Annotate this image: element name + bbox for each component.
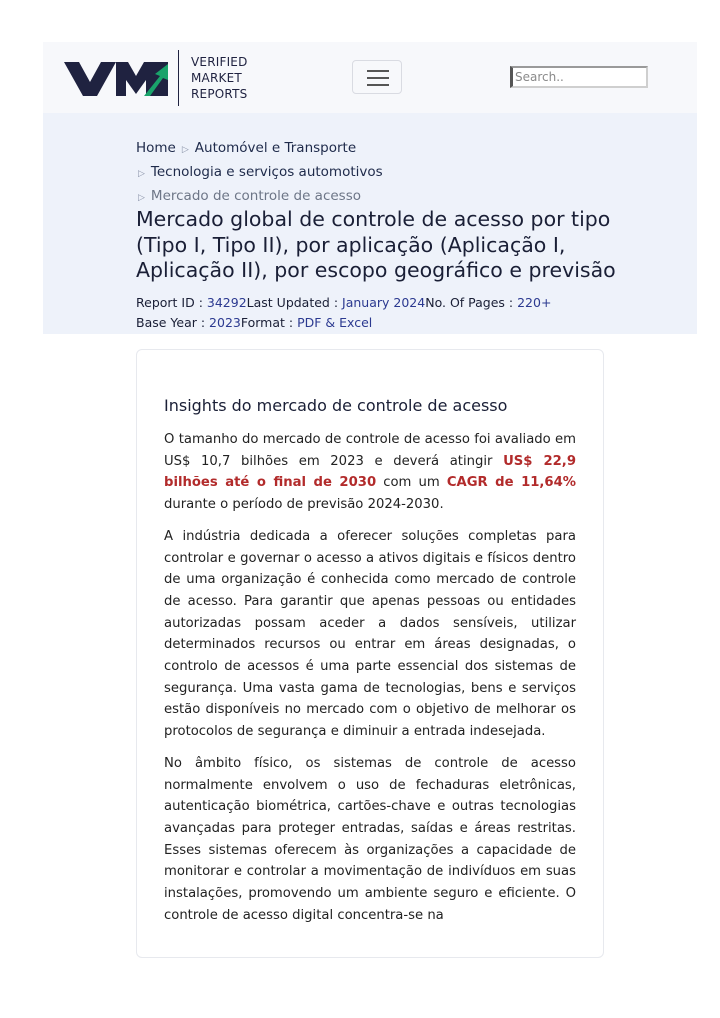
base-year-value: 2023: [209, 315, 241, 330]
highlight-cagr: CAGR de 11,64%: [446, 475, 576, 491]
report-meta-row: [136, 313, 551, 333]
brand-name: [191, 54, 248, 102]
breadcrumb-category-link[interactable]: Automóvel e Transporte: [194, 140, 357, 156]
paragraph-text: durante o período de previsão 2024-2030.: [164, 497, 444, 513]
brand-name-line: MARKET: [191, 71, 242, 85]
article-paragraph: [164, 429, 576, 516]
menu-toggle-button[interactable]: [352, 60, 402, 94]
search-input[interactable]: [510, 66, 648, 88]
last-updated-value: January 2024: [342, 295, 426, 310]
breadcrumb-home-link[interactable]: Home: [136, 140, 176, 156]
chevron-right-icon: ▷: [181, 145, 189, 155]
logo-divider: [178, 50, 179, 106]
article-body: [164, 429, 576, 936]
breadcrumb-subcategory-link[interactable]: Tecnologia e serviços automotivos: [150, 164, 383, 180]
article-heading: Insights do mercado de controle de acesso: [164, 396, 508, 415]
brand-name-line: VERIFIED: [191, 55, 248, 69]
breadcrumb-row: [136, 185, 383, 209]
article-paragraph: A indústria dedicada a oferecer soluções completas para controlar e governar o acesso a ativos digitais e físicos dentro de uma organização é conhecida como mercado de controle de acesso. Para garantir que apenas pessoas ou entidades autorizadas possam aceder a dados sensíveis, utilizar determinados recursos ou entrar em áreas designadas, o controlo de acessos é uma parte essencial dos sistemas de segurança. Uma vasta gama de tecnologias, bens e serviços estão disponíveis no mercado com o objetivo de melhorar os protocolos de segurança e diminuir a entrada indesejada.: [164, 528, 576, 740]
breadcrumb-current: Mercado de controle de acesso: [150, 188, 361, 204]
breadcrumb-row: [136, 137, 383, 161]
hamburger-icon-bar: [367, 77, 389, 79]
base-year-label: Base Year :: [136, 315, 210, 330]
last-updated-label: Last Updated :: [246, 295, 343, 310]
pages-value: 220+: [517, 295, 552, 310]
breadcrumb: [136, 137, 383, 209]
page-title: Mercado global de controle de acesso por tipo (Tipo I, Tipo II), por aplicação (Aplicação I, Aplicação II), por escopo geográfico e previsão: [136, 207, 616, 282]
paragraph-text: com um: [376, 475, 447, 491]
article-card: [136, 349, 604, 958]
article-paragraph: No âmbito físico, os sistemas de controle de acesso normalmente envolvem o uso de fechaduras eletrônicas, autenticação biométrica, cartões-chave e outras tecnologias avançadas para proteger entradas, saídas e áreas restritas. Esses sistemas oferecem às organizações a capacidade de monitorar e controlar a movimentação de indivíduos em suas instalações, promovendo um ambiente seguro e eficiente. O controle de acesso digital concentra-se na: [164, 755, 576, 923]
breadcrumb-row: [136, 161, 383, 185]
format-label: Format :: [240, 315, 298, 330]
report-meta-row: [136, 293, 551, 313]
paragraph-text: O tamanho do mercado de controle de acesso foi avaliado em US$ 10,7 bilhões em 2023 e deverá atingir: [164, 432, 576, 469]
format-value: PDF & Excel: [297, 315, 373, 330]
report-id-value: 34292: [206, 295, 247, 310]
chevron-right-icon: ▷: [138, 193, 145, 203]
pages-label: No. Of Pages :: [425, 295, 518, 310]
brand-name-line: REPORTS: [191, 87, 248, 101]
highlight-market-size: US$ 22,9 bilhões até o final de 2030: [164, 453, 576, 491]
chevron-right-icon: ▷: [138, 169, 145, 179]
logo-v-shape: [64, 62, 116, 96]
report-id-label: Report ID :: [136, 295, 207, 310]
report-meta: [136, 293, 551, 333]
hamburger-icon-bar: [367, 84, 389, 86]
hamburger-icon-bar: [367, 70, 389, 72]
